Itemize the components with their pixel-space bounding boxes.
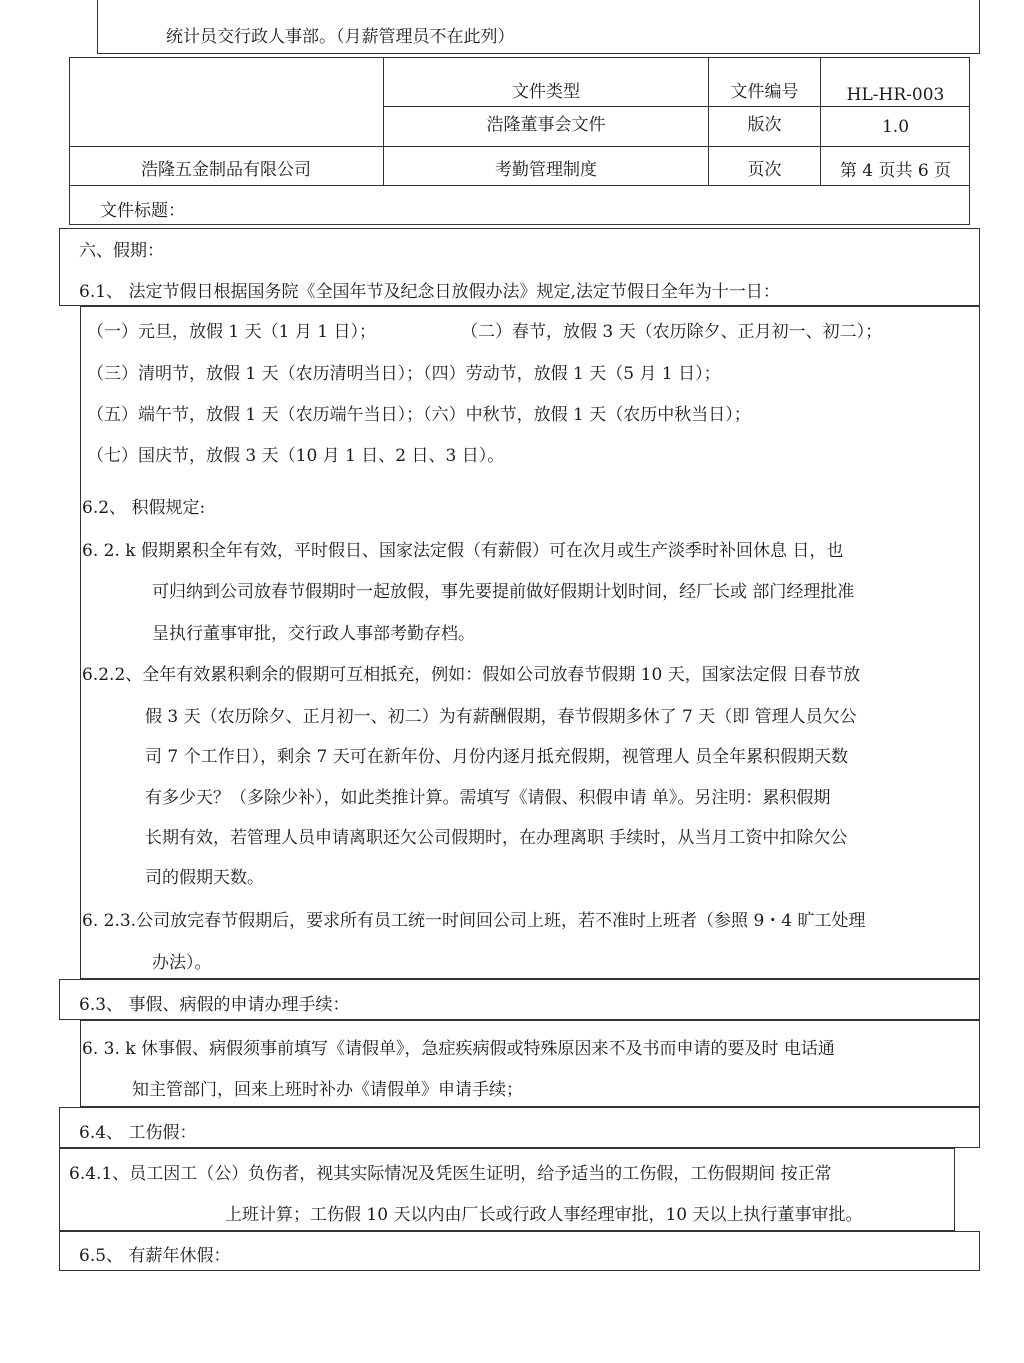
page-value: 第 4 页共 6 页: [839, 161, 952, 181]
clause-6-2-2-line: 长期有效，若管理人员申请离职还欠公司假期时，在办理离职 手续时，从当月工资中扣除欠公: [145, 828, 848, 848]
file-no-value: HL-HR-003: [846, 85, 945, 105]
clause-6-3-1-line: 知主管部门，回来上班时补办《请假单》申请手续；: [132, 1080, 523, 1100]
page-label: 页次: [747, 160, 782, 180]
company-name: 浩隆五金制品有限公司: [141, 160, 311, 180]
section-6-heading: 六、假期：: [79, 241, 164, 261]
clause-6-2-2-line: 有多少天？（多除少补），如此类推计算。需填写《请假、积假申请 单》。另注明：累积假期: [145, 788, 831, 808]
file-title-label: 文件标题：: [100, 201, 185, 221]
clause-6-4-1-line: 上班计算；工伤假 10 天以内由厂长或行政人事经理审批，10 天以上执行董事审批。: [225, 1205, 863, 1225]
header-divider: [69, 185, 970, 186]
clause-6-4-box: [59, 1107, 980, 1148]
version-value: 1.0: [881, 117, 910, 137]
clause-6-4: 6.4、 工伤假：: [79, 1123, 197, 1143]
top-note: 统计员交行政人事部。（月薪管理员不在此列）: [166, 27, 515, 47]
holiday-line-3: （五）端午节，放假 1 天（农历端午当日）；（六）中秋节，放假 1 天（农历中秋当日）；: [87, 405, 751, 425]
holiday-new-year: （一）元旦，放假 1 天（1 月 1 日）；: [87, 322, 376, 342]
clause-6-2-1-line: 呈执行董事审批，交行政人事部考勤存档。: [152, 624, 475, 644]
holiday-spring-festival: （二）春节，放假 3 天（农历除夕、正月初一、初二）；: [461, 322, 883, 342]
header-divider: [69, 146, 970, 147]
clause-6-3: 6.3、 事假、病假的申请办理手续：: [79, 995, 350, 1015]
holiday-line-4: （七）国庆节，放假 3 天（10 月 1 日、2 日、3 日）。: [87, 446, 505, 466]
clause-6-4-1-line: 6.4.1、员工因工（公）负伤者，视其实际情况及凭医生证明，给予适当的工伤假，工伤假期间 按正常: [69, 1164, 832, 1184]
file-no-label: 文件编号: [730, 82, 799, 102]
holiday-line-2: （三）清明节，放假 1 天（农历清明当日）；（四）劳动节，放假 1 天（5 月 1 日）；: [87, 364, 721, 384]
clause-6-2-2-line: 假 3 天（农历除夕、正月初一、初二）为有薪酬假期，春节假期多休了 7 天（即 管理人员欠公: [145, 707, 857, 727]
doc-name: 考勤管理制度: [495, 160, 597, 180]
clause-6-2: 6.2、 积假规定:: [82, 498, 206, 518]
clause-6-3-1-line: 6. 3. k 休事假、病假须事前填写《请假单》，急症疾病假或特殊原因来不及书而申请的要及时 电话通: [82, 1039, 835, 1059]
clause-6-2-3-line: 办法）。: [152, 953, 212, 973]
file-type-value: 浩隆董事会文件: [486, 115, 606, 135]
header-divider: [383, 106, 970, 107]
clause-6-2-2-line: 司的假期天数。: [145, 868, 264, 888]
clause-6-5: 6.5、 有薪年休假：: [79, 1246, 231, 1266]
clause-6-2-2-line: 司 7 个工作日），剩余 7 天可在新年份、月份内逐月抵充假期，视管理人 员全年累积假期天数: [145, 747, 849, 767]
clause-6-2-1-line: 可归纳到公司放春节假期时一起放假，事先要提前做好假期计划时间，经厂长或 部门经理批准: [152, 582, 855, 602]
clause-6-2-2-line: 6.2.2、全年有效累积剩余的假期可互相抵充，例如：假如公司放春节假期 10 天，国家法定假 日春节放: [82, 665, 861, 685]
version-label: 版次: [747, 115, 782, 135]
file-type-label: 文件类型: [512, 82, 580, 102]
clause-6-2-3-line: 6. 2.3.公司放完春节假期后，要求所有员工统一时间回公司上班，若不准时上班者（参照 9・4 旷工处理: [82, 911, 866, 931]
clause-6-2-1-line: 6. 2. k 假期累积全年有效，平时假日、国家法定假（有薪假）可在次月或生产淡季时补回休息 日，也: [82, 541, 844, 561]
clause-6-1: 6.1、 法定节假日根据国务院《全国年节及纪念日放假办法》规定,法定节假日全年为十一日：: [79, 282, 780, 302]
